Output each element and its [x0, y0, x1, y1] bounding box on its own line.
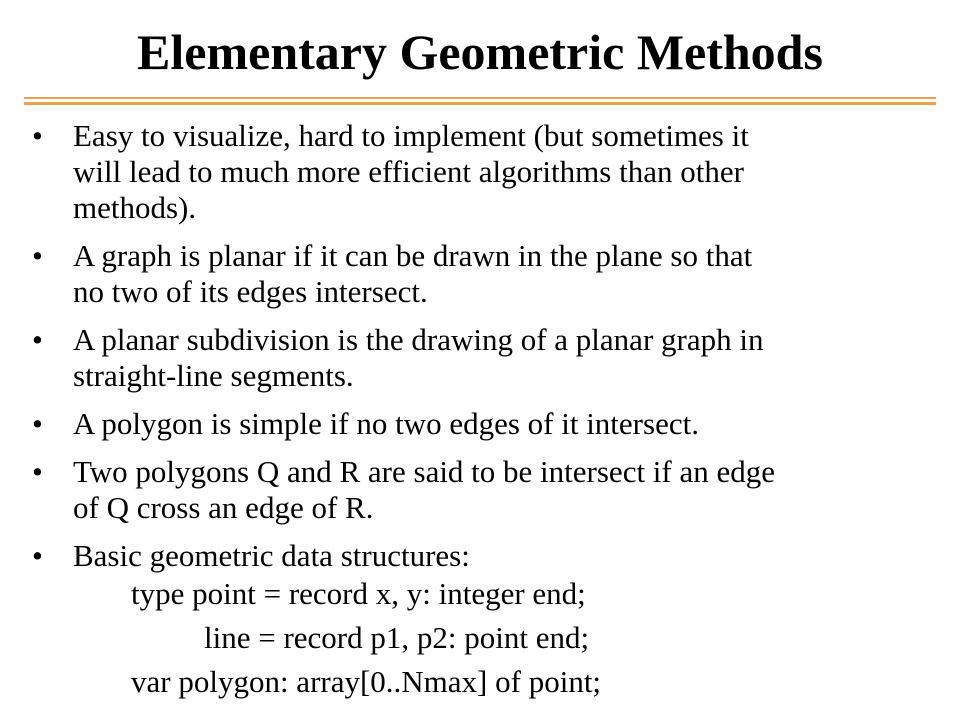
code-line-point-type: type point = record x, y: integer end; — [131, 576, 586, 611]
bullet-line: A polygon is simple if no two edges of it intersect. — [73, 406, 699, 441]
bullet-item — [32, 118, 932, 226]
bullet-dot: • — [32, 238, 43, 273]
bullet-line: A planar subdivision is the drawing of a planar graph in — [73, 322, 764, 357]
bullet-item — [32, 322, 932, 394]
bullet-line: A graph is planar if it can be drawn in the plane so that — [73, 238, 753, 273]
code-line-polygon-var: var polygon: array[0..Nmax] of point; — [131, 664, 602, 699]
bullet-dot: • — [32, 454, 43, 489]
title-rule-upper — [24, 97, 936, 99]
title-rule-lower — [24, 102, 936, 105]
bullet-item — [32, 406, 932, 442]
bullet-line: Basic geometric data structures: — [73, 538, 470, 573]
bullet-line: Easy to visualize, hard to implement (but sometimes it — [73, 118, 749, 153]
bullet-line: no two of its edges intersect. — [73, 274, 428, 309]
bullet-item — [32, 238, 932, 310]
bullet-dot: • — [32, 322, 43, 357]
bullet-line: of Q cross an edge of R. — [73, 490, 374, 525]
bullet-dot: • — [32, 406, 43, 441]
bullet-item — [32, 454, 932, 526]
bullet-line: will lead to much more efficient algorithms than other — [73, 154, 744, 189]
code-line-line-type: line = record p1, p2: point end; — [204, 620, 590, 655]
bullet-line: Two polygons Q and R are said to be intersect if an edge — [73, 454, 776, 489]
bullet-line: methods). — [73, 190, 197, 225]
bullet-item — [32, 538, 932, 574]
bullet-line: straight-line segments. — [73, 358, 354, 393]
slide-title: Elementary Geometric Methods — [137, 24, 823, 80]
bullet-dot: • — [32, 118, 43, 153]
bullet-list — [32, 118, 932, 586]
bullet-dot: • — [32, 538, 43, 573]
